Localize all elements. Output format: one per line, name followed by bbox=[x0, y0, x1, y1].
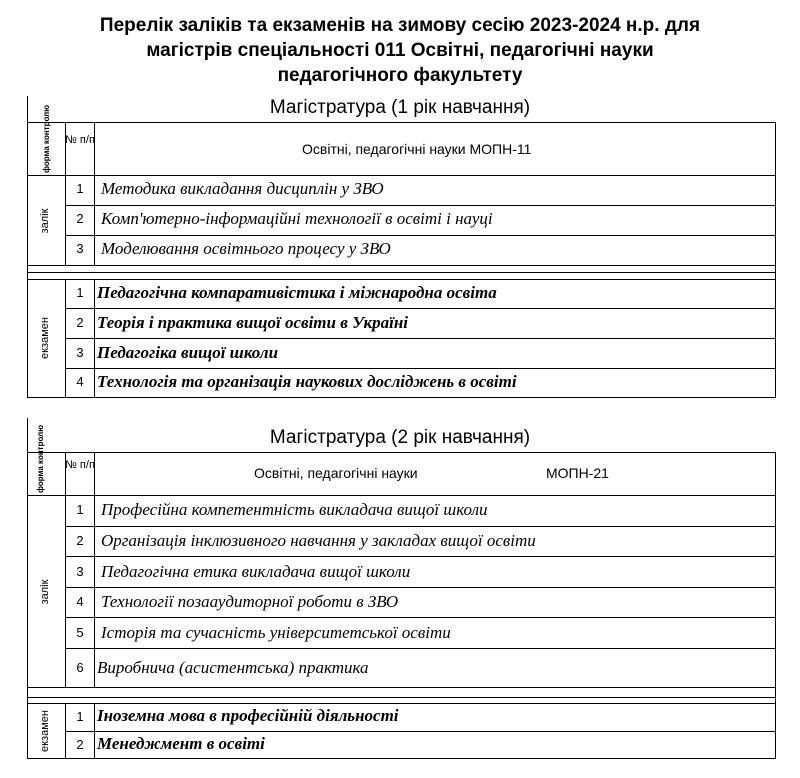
section1-exam-label: екзамен bbox=[39, 317, 51, 359]
section2-number-header: № п/п bbox=[65, 459, 95, 471]
table-row-number: 3 bbox=[76, 241, 84, 256]
subject-name: Педагогіка вищої школи bbox=[97, 343, 279, 362]
subject-name: Методика викладання дисциплін у ЗВО bbox=[101, 179, 384, 198]
table-row-number: 1 bbox=[76, 502, 84, 517]
table-row-number: 2 bbox=[76, 737, 84, 752]
section2-exam-label: екзамен bbox=[39, 710, 51, 752]
section1-group-header: Освітні, педагогічні науки МОПН-11 bbox=[302, 141, 532, 157]
table-row-number: 2 bbox=[76, 533, 84, 548]
table-row-number: 1 bbox=[76, 709, 84, 724]
section2-credit-label: залік bbox=[39, 579, 51, 605]
section1-credit-label: залік bbox=[39, 208, 51, 234]
table-row-number: 2 bbox=[76, 315, 84, 330]
section1-number-header: № п/п bbox=[65, 134, 95, 146]
subject-name: Професійна компетентність викладача вищої школи bbox=[101, 500, 488, 519]
subject-name: Технологія та організація наукових досліджень в освіті bbox=[97, 372, 517, 391]
section2-group-name: Освітні, педагогічні науки bbox=[254, 465, 418, 481]
table-row-number: 2 bbox=[76, 211, 84, 226]
table-row-number: 1 bbox=[76, 181, 84, 196]
subject-name: Педагогічна компаративістика і міжнародна освіта bbox=[97, 283, 497, 302]
table-row-number: 3 bbox=[76, 345, 84, 360]
table-row-number: 4 bbox=[76, 594, 84, 609]
section1-form-control-header: форма контролю bbox=[42, 104, 51, 173]
section2-form-control-header: форма контролю bbox=[36, 424, 45, 493]
subject-name: Комп'ютерно-інформаційні технології в освіті і науці bbox=[101, 209, 493, 228]
subject-name: Організація інклюзивного навчання у закладах вищої освіти bbox=[101, 531, 536, 550]
section2-group-code: МОПН-21 bbox=[546, 465, 609, 481]
table-row-number: 5 bbox=[76, 625, 84, 640]
subject-name: Менеджмент в освіті bbox=[97, 734, 265, 753]
table-row-number: 6 bbox=[76, 660, 84, 675]
subject-name: Моделювання освітнього процесу у ЗВО bbox=[101, 239, 391, 258]
subject-name: Теорія і практика вищої освіти в Україні bbox=[97, 313, 408, 332]
document-title-line3: педагогічного факультету bbox=[277, 65, 523, 86]
subject-name: Іноземна мова в професійній діяльності bbox=[97, 706, 399, 725]
section2-heading: Магістратура (2 рік навчання) bbox=[269, 427, 531, 448]
table-row-number: 1 bbox=[76, 285, 84, 300]
subject-name: Педагогічна етика викладача вищої школи bbox=[101, 562, 411, 581]
subject-name: Виробнича (асистентська) практика bbox=[97, 658, 369, 677]
document-title-line1: Перелік заліків та екзаменів на зимову сесію 2023-2024 н.р. для bbox=[99, 15, 701, 36]
subject-name: Історія та сучасність університетської освіти bbox=[101, 623, 451, 642]
section1-heading: Магістратура (1 рік навчання) bbox=[269, 97, 531, 118]
table-row-number: 3 bbox=[76, 564, 84, 579]
table-row-number: 4 bbox=[76, 374, 84, 389]
subject-name: Технології позааудиторної роботи в ЗВО bbox=[101, 592, 399, 611]
document-title-line2: магістрів спеціальності 011 Освітні, педагогічні науки bbox=[146, 40, 654, 61]
